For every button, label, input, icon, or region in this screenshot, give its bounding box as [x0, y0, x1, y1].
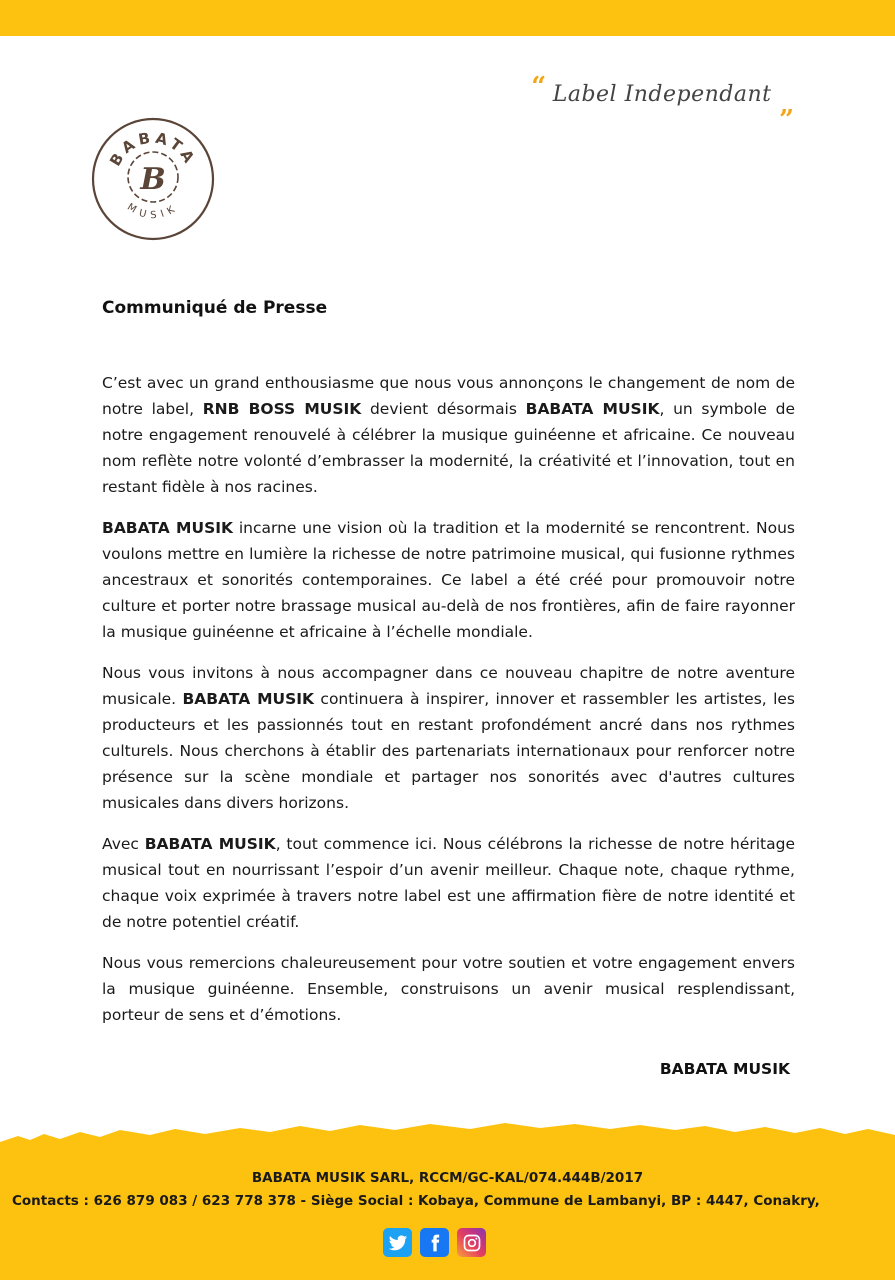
paragraph-4: Avec BABATA MUSIK, tout commence ici. Nous célébrons la richesse de notre héritage musical tout en nourrissant l’espoir d’un avenir meilleur. Chaque note, chaque rythme, chaque voix exprimée à travers notre label est une affirmation fière de notre identité et de notre potentiel créatif.	[102, 835, 795, 931]
press-release-body	[102, 370, 795, 1043]
babata-musik-logo	[90, 116, 216, 242]
paragraph-5: Nous vous remercions chaleureusement pour votre soutien et votre engagement envers la musique guinéenne. Ensemble, construisons un avenir musical resplendissant, porteur de sens et d’émotions.	[102, 954, 795, 1024]
quote-open-icon: “	[531, 72, 547, 102]
page-title: Communiqué de Presse	[102, 298, 328, 318]
logo-monogram: B	[140, 162, 166, 197]
contact-info: Contacts : 626 879 083 / 623 778 378 - Siège Social : Kobaya, Commune de Lambanyi, BP : 4447, Conakry,	[12, 1193, 820, 1209]
social-links	[383, 1228, 513, 1260]
tagline-text: Label Independant	[552, 82, 772, 107]
logo-brand-bottom: MUSIK	[125, 201, 181, 222]
signature: BABATA MUSIK	[659, 1060, 790, 1078]
paragraph-2: BABATA MUSIK incarne une vision où la tradition et la modernité se rencontrent. Nous voulons mettre en lumière la richesse de notre patrimoine musical, qui fusionne rythmes ancestraux et sonorités contemporaines. Ce label a été créé pour promouvoir notre culture et porter notre brassage musical au-delà de nos frontières, afin de faire rayonner la musique guinéenne et africaine à l’échelle mondiale.	[102, 519, 795, 641]
twitter-icon[interactable]	[383, 1228, 412, 1257]
tagline	[531, 72, 795, 120]
company-registration: BABATA MUSIK SARL, RCCM/GC-KAL/074.444B/2017	[251, 1170, 644, 1186]
top-accent-bar	[0, 0, 895, 36]
paragraph-3: Nous vous invitons à nous accompagner dans ce nouveau chapitre de notre aventure musicale. BABATA MUSIK continuera à inspirer, innover et rassembler les artistes, les producteurs et les passionnés tout en restant profondément ancré dans nos rythmes culturels. Nous cherchons à établir des partenariats internationaux pour renforcer notre présence sur la scène mondiale et partager nos sonorités avec d'autres cultures musicales dans divers horizons.	[102, 664, 795, 812]
instagram-icon[interactable]	[457, 1228, 486, 1257]
logo-brand-top: BABATA	[106, 128, 200, 170]
paragraph-1: C’est avec un grand enthousiasme que nous vous annonçons le changement de nom de notre label, RNB BOSS MUSIK devient désormais BABATA MUSIK, un symbole de notre engagement renouvelé à célébrer la musique guinéenne et africaine. Ce nouveau nom reflète notre volonté d’embrasser la modernité, la créativité et l’innovation, tout en restant fidèle à nos racines.	[102, 374, 795, 496]
facebook-icon[interactable]	[420, 1228, 449, 1257]
quote-close-icon: „	[779, 90, 795, 120]
